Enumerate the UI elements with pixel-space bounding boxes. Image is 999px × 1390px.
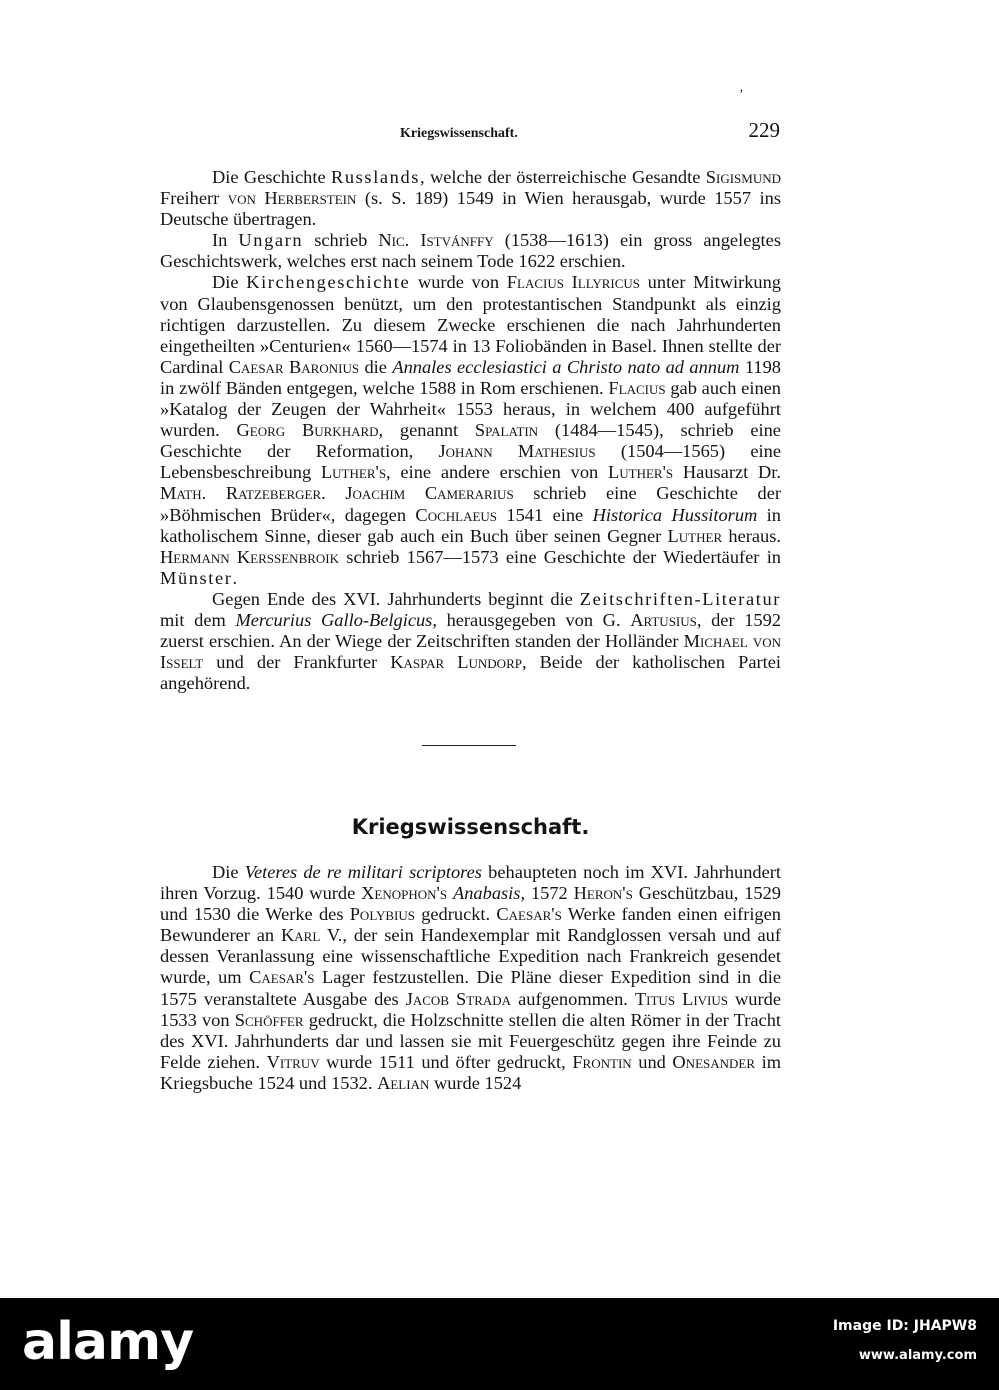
watermark-banner bbox=[0, 1298, 999, 1390]
paragraph-ungarn: In Ungarn schrieb Nic. Istvánffy (1538—1613) ein gross angelegtes Geschichtswerk, welches erst nach seinem Tode 1622 erschien. bbox=[160, 230, 781, 272]
italic-title: Historica Hussitorum bbox=[592, 504, 758, 525]
small-caps-name: Polybius bbox=[349, 904, 415, 925]
small-caps-name: Flacius bbox=[608, 377, 666, 398]
running-head-title: Kriegswissenschaft. bbox=[400, 126, 518, 141]
small-caps-name: Kaspar Lundorp bbox=[390, 652, 522, 673]
small-caps-name: Luther bbox=[667, 525, 723, 546]
small-caps-name: Luther's bbox=[608, 462, 674, 483]
small-caps-name: Xenophon's bbox=[361, 883, 448, 904]
spaced-term: Münster bbox=[160, 567, 233, 588]
small-caps-name: Schöffer bbox=[234, 1009, 304, 1030]
page-number: 229 bbox=[748, 118, 780, 142]
text-block-lower bbox=[160, 862, 781, 1094]
small-caps-name: Caesar's bbox=[496, 904, 562, 925]
spaced-term: Kirchengeschichte bbox=[246, 272, 411, 293]
small-caps-name: von Herberstein bbox=[227, 188, 357, 209]
small-caps-name: Artusius bbox=[630, 609, 697, 630]
small-caps-name: Sigismund bbox=[705, 167, 782, 187]
alamy-logo: alamy bbox=[22, 1312, 194, 1372]
text-block-upper bbox=[160, 167, 781, 694]
paragraph-kirchengeschichte: Die Kirchengeschichte wurde von Flacius Illyricus unter Mitwirkung von Glaubensgenossen benützt, um den protestantischen Standpunkt als einzig richtigen darzustellen. Zu diesem Zwecke erschienen die nach Jahrhunderten eingetheilten »Centurien« 1560—1574 in 13 Foliobänden in Basel. Ihnen stellte der Cardinal Caesar Baronius die Annales ecclesiastici a Christo nato ad annum 1198 in zwölf Bänden entgegen, welche 1588 in Rom erschienen. Flacius gab auch einen »Katalog der Zeugen der Wahrheit« 1553 heraus, in welchem 400 aufgeführt wurden. Georg Burkhard, genannt Spalatin (1484—1545), schrieb eine Geschichte der Reformation, Johann Mathesius (1504—1565) eine Lebensbeschreibung Luther's, eine andere erschien von Luther's Hausarzt Dr. Math. Ratzeberger. Joachim Camerarius schrieb eine Geschichte der »Böhmischen Brüder«, dagegen Cochlaeus 1541 eine Historica Hussitorum in katholischem Sinne, dieser gab auch ein Buch über seinen Gegner Luther heraus. Hermann Kerssenbroik schrieb 1567—1573 eine Geschichte der Wiedertäufer in Münster. bbox=[160, 272, 781, 588]
small-caps-name: Vitruv bbox=[266, 1051, 320, 1072]
small-caps-name: Hermann Kerssenbroik bbox=[160, 546, 340, 567]
section-divider bbox=[422, 745, 516, 746]
small-caps-name: Titus Livius bbox=[634, 988, 728, 1009]
small-caps-name: Johann Mathesius bbox=[438, 441, 596, 462]
site-url: www.alamy.com bbox=[858, 1348, 977, 1363]
italic-title: Veteres de re militari scriptores bbox=[244, 862, 482, 882]
spaced-term: Russlands bbox=[331, 167, 421, 187]
small-caps-name: Joachim Camerarius bbox=[345, 483, 514, 504]
banner-meta bbox=[833, 1318, 977, 1363]
image-id-label: Image ID: JHAPW8 bbox=[832, 1318, 977, 1334]
small-caps-name: Jacob Strada bbox=[405, 988, 512, 1009]
small-caps-name: Nic. Istvánffy bbox=[378, 230, 494, 251]
italic-title: Anabasis, bbox=[453, 883, 526, 904]
paragraph-zeitschriften: Gegen Ende des XVI. Jahrhunderts beginnt die Zeitschriften-Literatur mit dem Mercurius Gallo-Belgicus, herausgegeben von G. Artusius, der 1592 zuerst erschien. An der Wiege der Zeitschriften standen der Holländer Michael von Isselt und der Frankfurter Kaspar Lundorp, Beide der katholischen Partei angehörend. bbox=[160, 588, 781, 694]
paragraph-russland: Die Geschichte Russlands, welche der österreichische Gesandte Sigismund Freiherr von Herberstein (s. S. 189) 1549 in Wien herausgab, wurde 1557 ins Deutsche übertragen. bbox=[160, 167, 782, 230]
small-caps-name: Onesander bbox=[672, 1051, 756, 1072]
paragraph-veteres: Die Veteres de re militari scriptores behaupteten noch im XVI. Jahrhundert ihren Vorzug. 1540 wurde Xenophon's Anabasis, 1572 Heron's Geschützbau, 1529 und 1530 die Werke des Polybius gedruckt. Caesar's Werke fanden einen eifrigen Bewunderer an Karl V., der sein Handexemplar mit Randglossen versah und auf dessen Veranlassung eine wissenschaftliche Expedition nach Frankreich gesendet wurde, um Caesar's Lager festzustellen. Die Pläne dieser Expedition sind in die 1575 veranstaltete Ausgabe des Jacob Strada aufgenommen. Titus Livius wurde 1533 von Schöffer gedruckt, die Holzschnitte stellen die alten Römer in der Tracht des XVI. Jahrhunderts dar und lassen sie mit Feuergeschütz gegen ihre Feinde zu Felde ziehen. Vitruv wurde 1511 und öfter gedruckt, Frontin und Onesander im Kriegsbuche 1524 und 1532. Aelian wurde 1524 bbox=[160, 862, 782, 1093]
small-caps-name: Luther's bbox=[320, 462, 387, 483]
small-caps-name: Math. Ratzeberger bbox=[160, 483, 322, 504]
section-heading: Kriegswissenschaft. bbox=[351, 815, 590, 839]
small-caps-name: Flacius Illyricus bbox=[506, 272, 641, 293]
italic-title: Mercurius Gallo-Belgicus bbox=[235, 609, 433, 630]
margin-mark: ‚ bbox=[739, 80, 744, 95]
spaced-term: Ungarn bbox=[238, 230, 304, 251]
spaced-term: Zeitschriften-Literatur bbox=[579, 588, 781, 609]
small-caps-name: Caesar Baronius bbox=[228, 356, 360, 377]
small-caps-name: Karl V. bbox=[281, 925, 343, 946]
small-caps-name: Frontin bbox=[572, 1051, 632, 1072]
running-head bbox=[160, 118, 780, 148]
small-caps-name: Aelian bbox=[377, 1072, 430, 1093]
small-caps-name: Georg Burkhard bbox=[236, 420, 379, 441]
small-caps-name: Caesar's bbox=[249, 967, 315, 988]
small-caps-name: Cochlaeus bbox=[415, 504, 498, 525]
small-caps-name: Michael von Isselt bbox=[160, 631, 781, 673]
small-caps-name: Spalatin bbox=[474, 420, 539, 441]
small-caps-name: Heron's bbox=[573, 883, 633, 904]
italic-title: Annales ecclesiastici a Christo nato ad annum bbox=[392, 356, 740, 377]
